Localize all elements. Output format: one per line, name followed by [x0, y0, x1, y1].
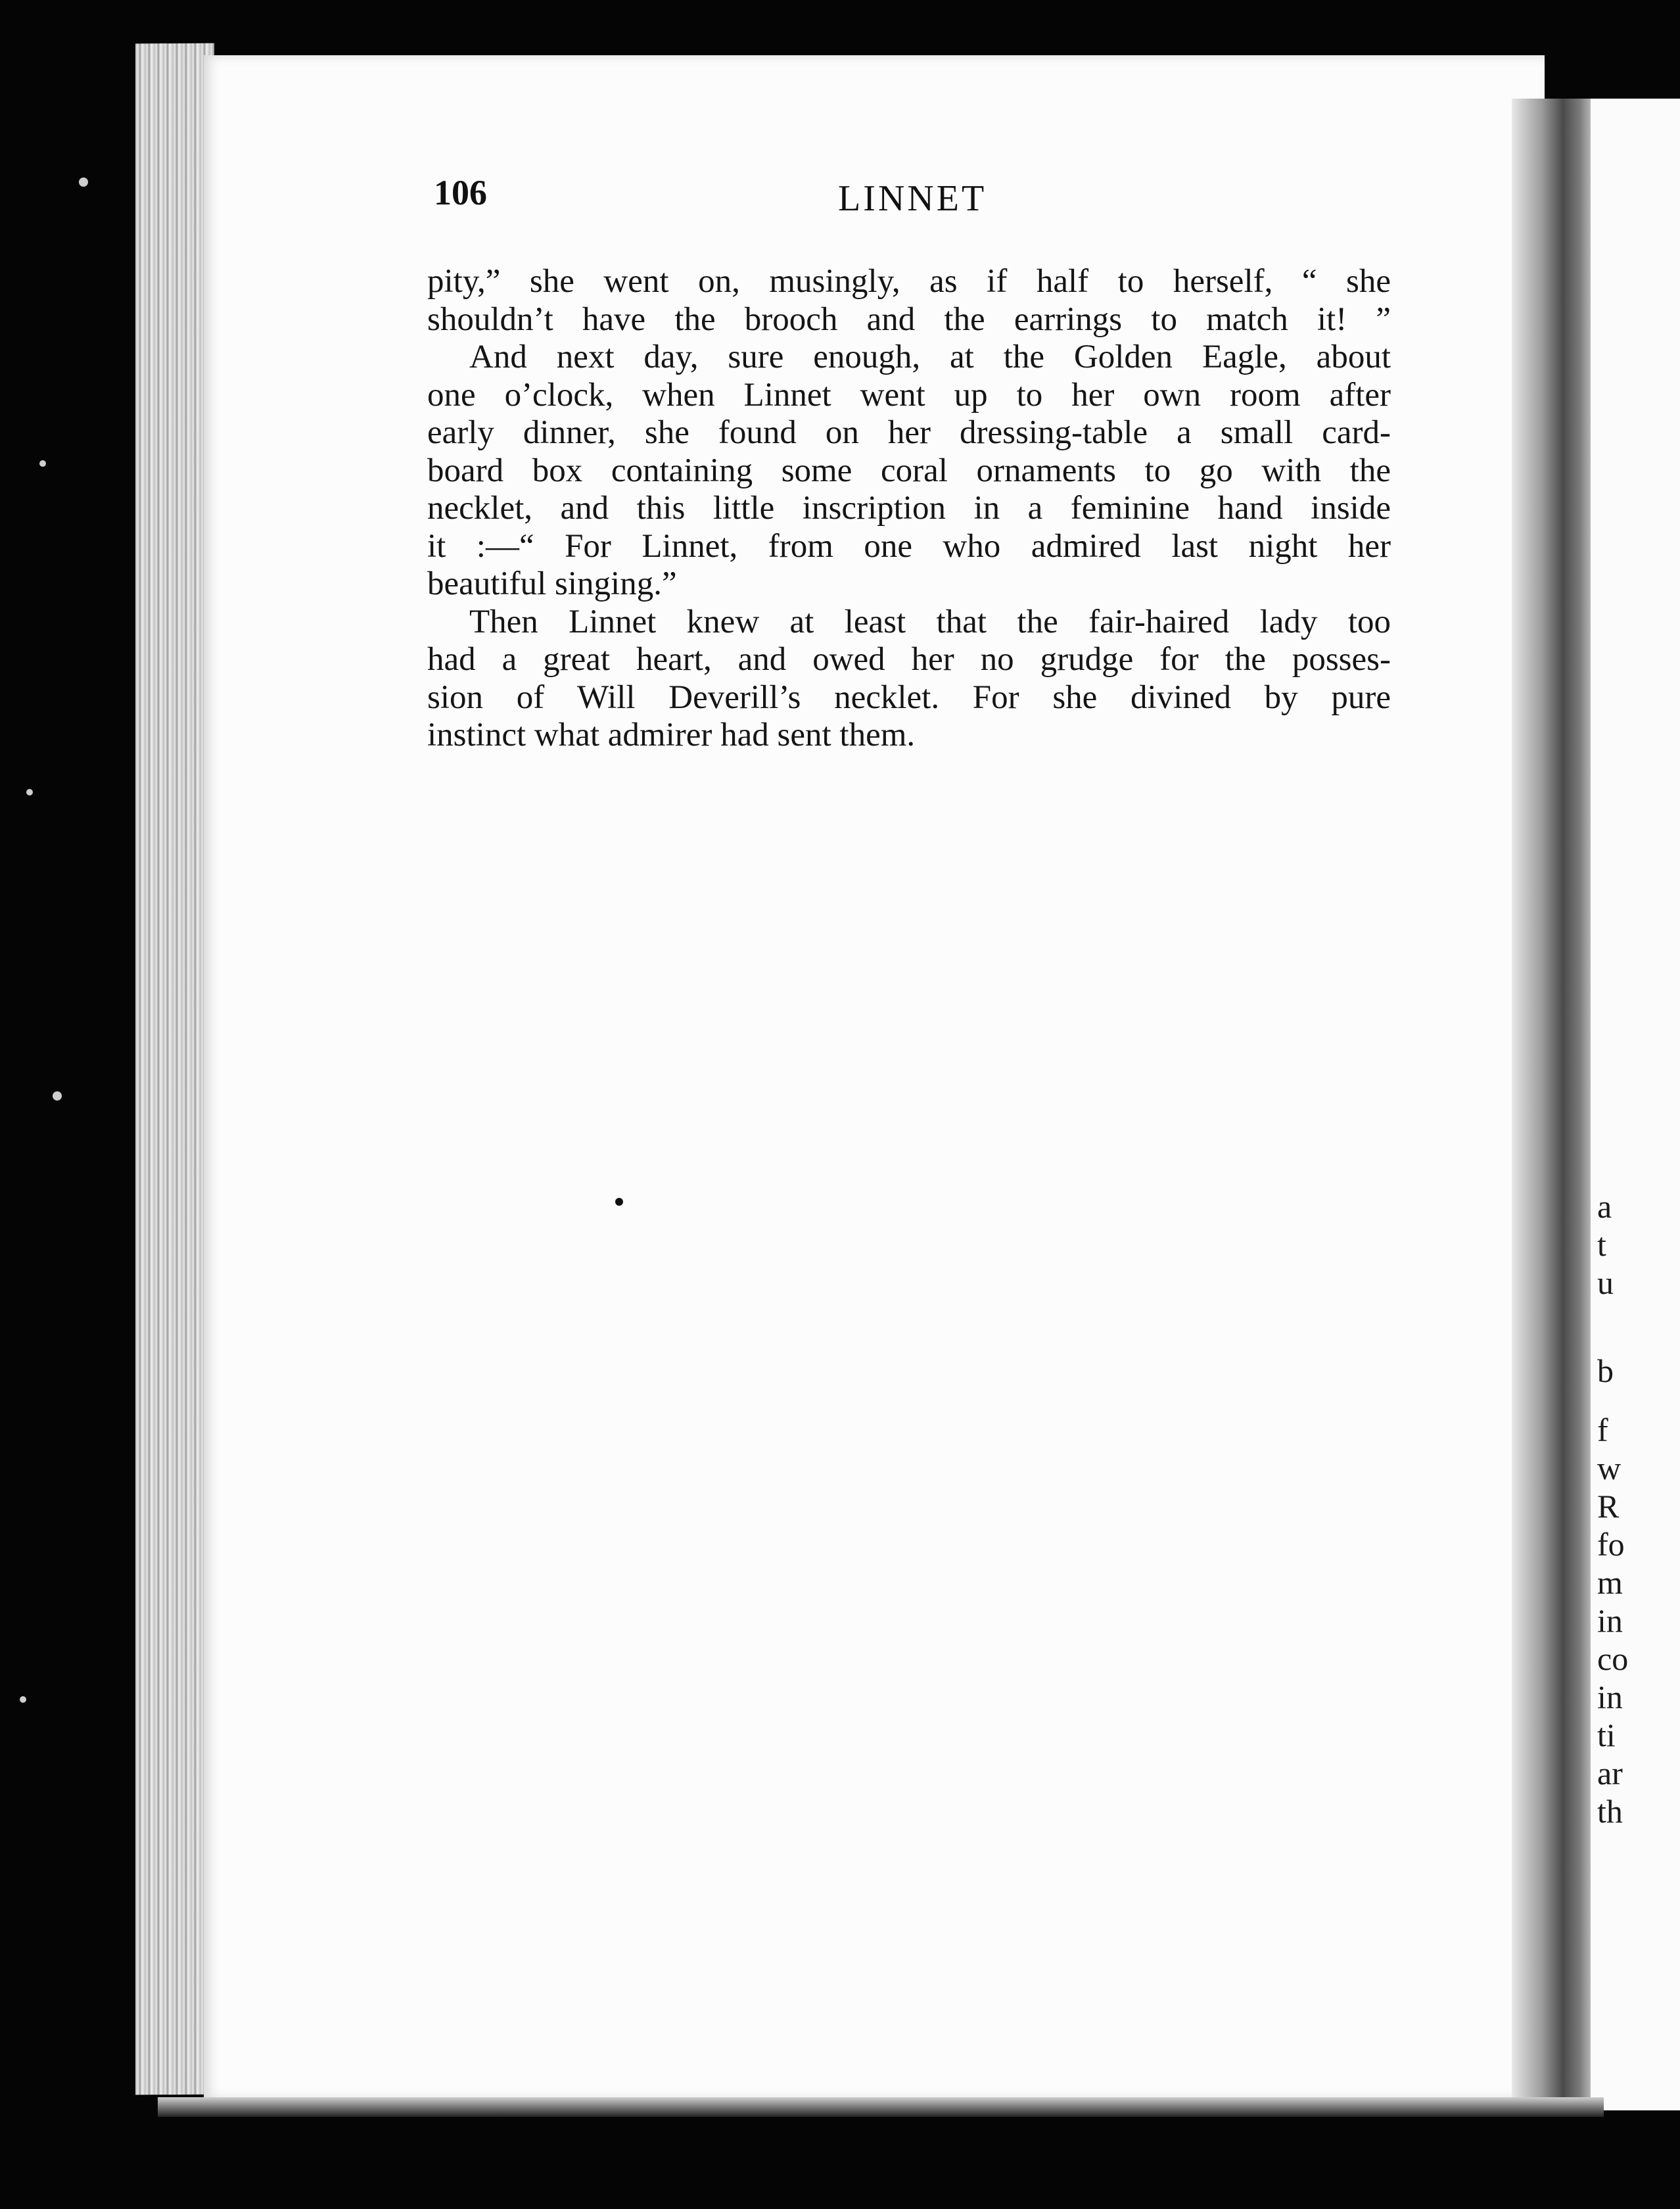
- text-line: shouldn’t have the brooch and the earrings to match it! ”: [427, 300, 1391, 338]
- facing-page-fragment: ti: [1597, 1717, 1616, 1753]
- facing-page-fragment: in: [1597, 1678, 1623, 1715]
- facing-page-fragment: a: [1597, 1188, 1612, 1225]
- facing-page-fragment: t: [1597, 1226, 1606, 1263]
- facing-page-fragment: co: [1597, 1640, 1629, 1677]
- text-line: early dinner, she found on her dressing-table a small card-: [427, 414, 1391, 451]
- page-bottom-edge: [158, 2097, 1604, 2117]
- text-line: one o’clock, when Linnet went up to her own room after: [427, 376, 1391, 414]
- text-line: beautiful singing.”: [427, 565, 677, 602]
- gutter-shadow: [1512, 99, 1597, 2110]
- page-edges: [135, 43, 214, 2095]
- facing-page-fragment: m: [1597, 1564, 1623, 1601]
- facing-page-fragment: th: [1597, 1793, 1623, 1830]
- text-line: sion of Will Deverill’s necklet. For she divined by pure: [427, 678, 1391, 716]
- dust-mark: [39, 460, 46, 467]
- facing-page-fragment: b: [1597, 1352, 1614, 1389]
- text-line: And next day, sure enough, at the Golden Eagle, about: [469, 339, 1391, 375]
- facing-page-fragment: u: [1597, 1264, 1614, 1301]
- dust-mark: [20, 1696, 26, 1703]
- facing-page-fragment: w: [1597, 1450, 1622, 1486]
- text-line: had a great heart, and owed her no grudge for the posses-: [427, 641, 1391, 678]
- facing-page-fragment: ar: [1597, 1755, 1623, 1792]
- facing-page-edge: [1591, 99, 1680, 2110]
- text-line: necklet, and this little inscription in a feminine hand inside: [427, 490, 1391, 527]
- dust-mark: [79, 178, 88, 187]
- running-head: [0, 172, 1680, 225]
- dust-mark: [26, 789, 33, 796]
- text-line: it :—“ For Linnet, from one who admired last night her: [427, 527, 1391, 565]
- body-text: [427, 263, 1391, 755]
- text-line: instinct what admirer had sent them.: [427, 717, 916, 753]
- dust-mark: [53, 1091, 62, 1101]
- facing-page-fragment: in: [1597, 1602, 1623, 1639]
- ink-speck: [615, 1198, 623, 1206]
- facing-page-fragment: fo: [1597, 1526, 1625, 1563]
- text-line: Then Linnet knew at least that the fair-haired lady too: [469, 603, 1391, 640]
- page-title: LINNET: [838, 178, 987, 219]
- facing-page-fragment: f: [1597, 1412, 1608, 1448]
- facing-page-fragment: R: [1597, 1488, 1620, 1525]
- text-line: pity,” she went on, musingly, as if half to herself, “ she: [427, 263, 1391, 300]
- text-line: board box containing some coral ornaments to go with the: [427, 452, 1391, 489]
- page-number: 106: [434, 173, 487, 212]
